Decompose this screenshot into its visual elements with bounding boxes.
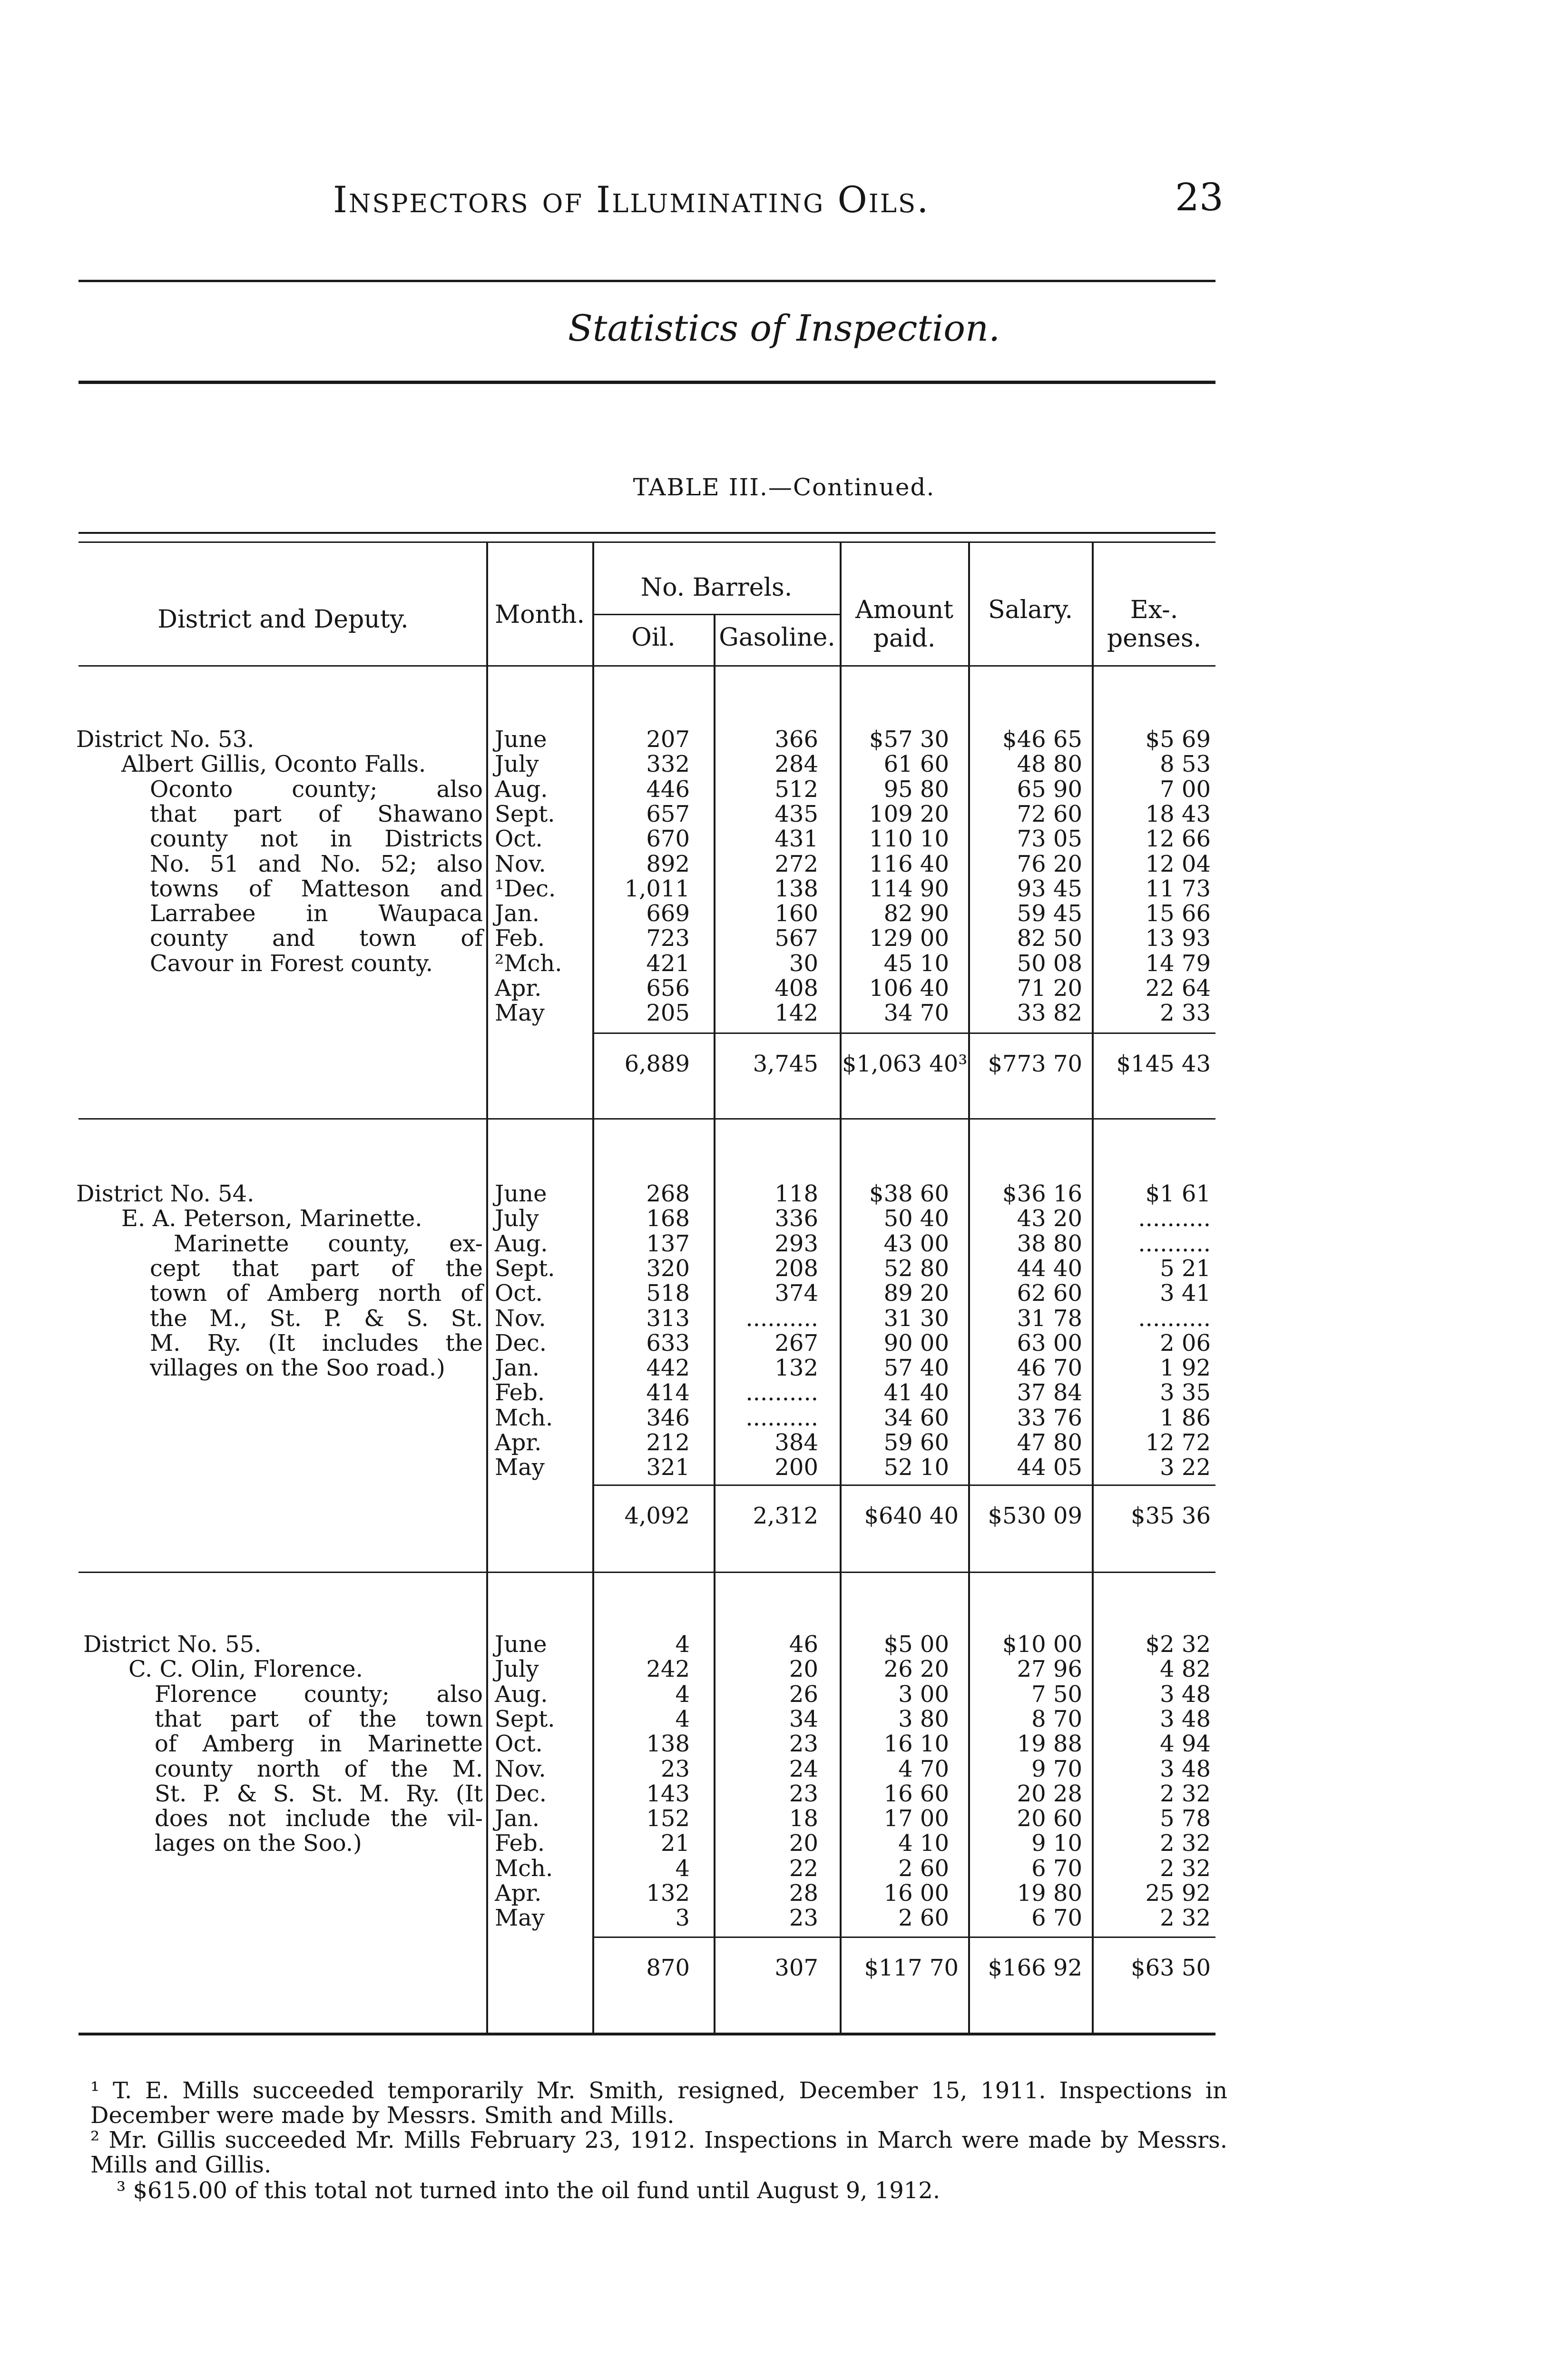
cell-gas: 435 xyxy=(774,800,818,827)
subtitle: Statistics of Inspection. xyxy=(568,307,1000,349)
cell-exp: .......... xyxy=(1138,1305,1211,1332)
cell-gas: 34 xyxy=(789,1705,818,1732)
cell-exp: 8 53 xyxy=(1160,751,1211,778)
cell-salary: 65 90 xyxy=(1017,776,1082,803)
cell-month: Sept. xyxy=(495,800,555,827)
cell-gas: 384 xyxy=(774,1429,818,1456)
cell-month: Feb. xyxy=(495,925,545,952)
cell-gas: 208 xyxy=(774,1255,818,1282)
district-description-line: that part of Shawano xyxy=(150,800,483,827)
cell-amount: 89 20 xyxy=(883,1280,949,1307)
cell-salary: 8 70 xyxy=(1031,1705,1082,1732)
total-oil: 6,889 xyxy=(624,1051,690,1077)
cell-gas: 408 xyxy=(774,975,818,1002)
cell-oil: 669 xyxy=(646,900,690,927)
cell-salary: 72 60 xyxy=(1017,800,1082,827)
cell-oil: 656 xyxy=(646,975,690,1002)
cell-amount: 4 10 xyxy=(898,1830,949,1857)
cell-month: Oct. xyxy=(495,1730,543,1758)
cell-oil: 168 xyxy=(646,1205,690,1232)
district-description-line: does not include the vil- xyxy=(155,1805,483,1832)
cell-oil: 442 xyxy=(646,1355,690,1382)
cell-oil: 346 xyxy=(646,1404,690,1431)
cell-exp: 13 93 xyxy=(1145,925,1211,952)
cell-salary: 47 80 xyxy=(1017,1429,1082,1456)
running-head: Inspectors of Illuminating Oils. xyxy=(333,178,930,221)
cell-salary: 9 70 xyxy=(1031,1755,1082,1782)
cell-salary: 44 05 xyxy=(1017,1454,1082,1481)
cell-exp: 2 32 xyxy=(1160,1830,1211,1857)
header-month: Month. xyxy=(495,600,585,629)
district-description-line: cept that part of the xyxy=(150,1255,483,1282)
cell-month: May xyxy=(495,1000,545,1027)
cell-month: Aug. xyxy=(495,776,548,803)
header-bottom-rule xyxy=(78,665,1215,667)
cell-month: Feb. xyxy=(495,1379,545,1406)
total-exp: $63 50 xyxy=(1131,1955,1211,1981)
total-gas: 2,312 xyxy=(753,1503,818,1529)
district-description-line: Albert Gillis, Oconto Falls. xyxy=(121,751,426,778)
total-salary: $166 92 xyxy=(988,1955,1082,1981)
cell-month: Apr. xyxy=(495,1880,542,1907)
cell-month: June xyxy=(495,726,547,753)
section-separator xyxy=(78,1118,1215,1120)
cell-exp: 5 78 xyxy=(1160,1805,1211,1832)
cell-salary: 73 05 xyxy=(1017,826,1082,853)
cell-exp: 14 79 xyxy=(1145,950,1211,977)
cell-exp: $2 32 xyxy=(1145,1631,1211,1658)
cell-month: Dec. xyxy=(495,1329,547,1357)
cell-amount: 129 00 xyxy=(869,925,949,952)
cell-salary: 46 70 xyxy=(1017,1355,1082,1382)
cell-exp: 12 66 xyxy=(1145,826,1211,853)
totals-rule xyxy=(592,1032,1215,1034)
cell-salary: 82 50 xyxy=(1017,925,1082,952)
cell-gas: 160 xyxy=(774,900,818,927)
cell-month: ²Mch. xyxy=(495,950,562,977)
cell-salary: 19 80 xyxy=(1017,1880,1082,1907)
cell-exp: 3 48 xyxy=(1160,1681,1211,1708)
cell-exp: $5 69 xyxy=(1145,726,1211,753)
cell-gas: 46 xyxy=(789,1631,818,1658)
cell-salary: 31 78 xyxy=(1017,1305,1082,1332)
cell-month: Apr. xyxy=(495,975,542,1002)
cell-salary: 59 45 xyxy=(1017,900,1082,927)
district-description-line: town of Amberg north of xyxy=(150,1280,483,1307)
district-description-line: St. P. & S. St. M. Ry. (It xyxy=(155,1780,483,1807)
cell-amount: $38 60 xyxy=(869,1180,949,1207)
cell-oil: 3 xyxy=(675,1905,690,1932)
total-amount: $117 70 xyxy=(864,1955,959,1981)
cell-exp: 2 32 xyxy=(1160,1905,1211,1932)
cell-gas: 284 xyxy=(774,751,818,778)
cell-exp: 1 92 xyxy=(1160,1355,1211,1382)
cell-salary: $36 16 xyxy=(1002,1180,1082,1207)
cell-month: Oct. xyxy=(495,826,543,853)
col-divider xyxy=(840,542,842,2034)
cell-amount: 61 60 xyxy=(883,751,949,778)
district-description-line: C. C. Olin, Florence. xyxy=(128,1656,363,1683)
cell-oil: 132 xyxy=(646,1880,690,1907)
cell-gas: 118 xyxy=(774,1180,818,1207)
header-expenses: Ex-. penses. xyxy=(1107,596,1202,653)
cell-oil: 446 xyxy=(646,776,690,803)
cell-salary: 93 45 xyxy=(1017,875,1082,902)
cell-oil: 1,011 xyxy=(624,875,690,902)
cell-oil: 205 xyxy=(646,1000,690,1027)
cell-oil: 633 xyxy=(646,1329,690,1357)
cell-amount: 43 00 xyxy=(883,1230,949,1257)
total-gas: 3,745 xyxy=(753,1051,818,1077)
col-divider xyxy=(592,542,594,2034)
district-title: District No. 53. xyxy=(76,726,255,753)
cell-gas: 23 xyxy=(789,1780,818,1807)
cell-exp: 3 48 xyxy=(1160,1755,1211,1782)
cell-exp: 22 64 xyxy=(1145,975,1211,1002)
col-divider xyxy=(1092,542,1094,2034)
cell-oil: 892 xyxy=(646,850,690,877)
total-exp: $145 43 xyxy=(1116,1051,1211,1077)
cell-gas: 293 xyxy=(774,1230,818,1257)
cell-gas: 142 xyxy=(774,1000,818,1027)
cell-salary: 9 10 xyxy=(1031,1830,1082,1857)
cell-amount: 114 90 xyxy=(869,875,949,902)
district-description-line: Cavour in Forest county. xyxy=(150,950,433,977)
cell-amount: 57 40 xyxy=(883,1355,949,1382)
cell-exp: 2 06 xyxy=(1160,1329,1211,1357)
district-description-line: county not in Districts xyxy=(150,826,483,853)
cell-amount: 116 40 xyxy=(869,850,949,877)
cell-month: June xyxy=(495,1180,547,1207)
cell-month: Oct. xyxy=(495,1280,543,1307)
cell-salary: 38 80 xyxy=(1017,1230,1082,1257)
cell-exp: 3 35 xyxy=(1160,1379,1211,1406)
total-oil: 4,092 xyxy=(624,1503,690,1529)
section-separator xyxy=(78,1572,1215,1573)
total-salary: $530 09 xyxy=(988,1503,1082,1529)
cell-amount: 59 60 xyxy=(883,1429,949,1456)
cell-salary: 33 82 xyxy=(1017,1000,1082,1027)
cell-month: June xyxy=(495,1631,547,1658)
cell-oil: 242 xyxy=(646,1656,690,1683)
district-description-line: Marinette county, ex- xyxy=(174,1230,483,1257)
cell-month: Sept. xyxy=(495,1255,555,1282)
header-district: District and Deputy. xyxy=(157,605,409,634)
cell-gas: 512 xyxy=(774,776,818,803)
cell-amount: 45 10 xyxy=(883,950,949,977)
cell-oil: 670 xyxy=(646,826,690,853)
total-gas: 307 xyxy=(774,1955,818,1981)
district-description-line: of Amberg in Marinette xyxy=(155,1730,483,1758)
district-description-line: that part of the town xyxy=(155,1705,483,1732)
table-top-rule-2 xyxy=(78,541,1215,543)
cell-gas: 272 xyxy=(774,850,818,877)
cell-exp: .......... xyxy=(1138,1230,1211,1257)
cell-oil: 207 xyxy=(646,726,690,753)
subtitle-rule xyxy=(78,381,1215,384)
header-barrels: No. Barrels. xyxy=(640,573,793,602)
cell-month: Jan. xyxy=(495,1805,540,1832)
cell-amount: 16 60 xyxy=(883,1780,949,1807)
top-rule xyxy=(78,280,1215,282)
cell-month: Nov. xyxy=(495,850,546,877)
district-description-line: county and town of xyxy=(150,925,483,952)
cell-month: Sept. xyxy=(495,1705,555,1732)
cell-gas: 20 xyxy=(789,1830,818,1857)
cell-gas: 30 xyxy=(789,950,818,977)
cell-gas: 18 xyxy=(789,1805,818,1832)
total-amount: $640 40 xyxy=(864,1503,959,1529)
cell-oil: 4 xyxy=(675,1681,690,1708)
cell-amount: 95 80 xyxy=(883,776,949,803)
cell-month: July xyxy=(495,751,539,778)
cell-exp: 1 86 xyxy=(1160,1404,1211,1431)
cell-gas: 366 xyxy=(774,726,818,753)
cell-amount: 82 90 xyxy=(883,900,949,927)
district-description-line: towns of Matteson and xyxy=(150,875,483,902)
cell-salary: 33 76 xyxy=(1017,1404,1082,1431)
cell-amount: 2 60 xyxy=(898,1905,949,1932)
district-description-line: Oconto county; also xyxy=(150,776,483,803)
header-salary: Salary. xyxy=(988,596,1073,624)
cell-month: Aug. xyxy=(495,1230,548,1257)
cell-amount: 109 20 xyxy=(869,800,949,827)
cell-gas: 23 xyxy=(789,1730,818,1758)
cell-salary: 71 20 xyxy=(1017,975,1082,1002)
district-title: District No. 55. xyxy=(83,1631,262,1658)
cell-salary: $10 00 xyxy=(1002,1631,1082,1658)
cell-gas: 28 xyxy=(789,1880,818,1907)
cell-month: May xyxy=(495,1905,545,1932)
cell-salary: 48 80 xyxy=(1017,751,1082,778)
cell-amount: 106 40 xyxy=(869,975,949,1002)
cell-oil: 4 xyxy=(675,1705,690,1732)
district-description-line: M. Ry. (It includes the xyxy=(150,1329,483,1357)
page-number: 23 xyxy=(1175,175,1224,219)
district-description-line: county north of the M. xyxy=(155,1755,483,1782)
cell-month: Apr. xyxy=(495,1429,542,1456)
cell-gas: 374 xyxy=(774,1280,818,1307)
district-description-line: Larrabee in Waupaca xyxy=(150,900,483,927)
cell-amount: $5 00 xyxy=(883,1631,949,1658)
header-gasoline: Gasoline. xyxy=(719,623,835,652)
cell-salary: 6 70 xyxy=(1031,1905,1082,1932)
cell-exp: 18 43 xyxy=(1145,800,1211,827)
cell-oil: 723 xyxy=(646,925,690,952)
total-exp: $35 36 xyxy=(1131,1503,1211,1529)
cell-amount: 16 10 xyxy=(883,1730,949,1758)
cell-amount: 16 00 xyxy=(883,1880,949,1907)
cell-month: Dec. xyxy=(495,1780,547,1807)
cell-gas: 431 xyxy=(774,826,818,853)
cell-month: Feb. xyxy=(495,1830,545,1857)
cell-exp: 4 82 xyxy=(1160,1656,1211,1683)
district-description-line: villages on the Soo road.) xyxy=(150,1355,445,1382)
cell-month: Mch. xyxy=(495,1855,553,1882)
cell-amount: 52 10 xyxy=(883,1454,949,1481)
cell-amount: 3 00 xyxy=(898,1681,949,1708)
cell-amount: 34 70 xyxy=(883,1000,949,1027)
cell-oil: 138 xyxy=(646,1730,690,1758)
table-bottom-rule xyxy=(78,2033,1215,2035)
cell-month: July xyxy=(495,1656,539,1683)
cell-gas: 22 xyxy=(789,1855,818,1882)
cell-exp: 12 04 xyxy=(1145,850,1211,877)
cell-gas: 23 xyxy=(789,1905,818,1932)
cell-salary: 6 70 xyxy=(1031,1855,1082,1882)
cell-month: Nov. xyxy=(495,1755,546,1782)
col-divider xyxy=(968,542,970,2034)
cell-salary: 27 96 xyxy=(1017,1656,1082,1683)
cell-oil: 4 xyxy=(675,1855,690,1882)
cell-month: July xyxy=(495,1205,539,1232)
cell-gas: 24 xyxy=(789,1755,818,1782)
cell-salary: $46 65 xyxy=(1002,726,1082,753)
cell-gas: 132 xyxy=(774,1355,818,1382)
cell-oil: 152 xyxy=(646,1805,690,1832)
district-description-line: the M., St. P. & S. St. xyxy=(150,1305,483,1332)
cell-amount: 52 80 xyxy=(883,1255,949,1282)
total-oil: 870 xyxy=(646,1955,690,1981)
cell-oil: 421 xyxy=(646,950,690,977)
cell-amount: 17 00 xyxy=(883,1805,949,1832)
cell-gas: 200 xyxy=(774,1454,818,1481)
cell-exp: 3 48 xyxy=(1160,1705,1211,1732)
cell-salary: 44 40 xyxy=(1017,1255,1082,1282)
cell-oil: 21 xyxy=(660,1830,690,1857)
cell-exp: 3 41 xyxy=(1160,1280,1211,1307)
cell-amount: 50 40 xyxy=(883,1205,949,1232)
cell-gas: 336 xyxy=(774,1205,818,1232)
cell-salary: 43 20 xyxy=(1017,1205,1082,1232)
district-description-line: Florence county; also xyxy=(155,1681,483,1708)
cell-salary: 37 84 xyxy=(1017,1379,1082,1406)
cell-salary: 7 50 xyxy=(1031,1681,1082,1708)
cell-gas: 138 xyxy=(774,875,818,902)
cell-exp: .......... xyxy=(1138,1205,1211,1232)
cell-month: Jan. xyxy=(495,900,540,927)
cell-gas: 26 xyxy=(789,1681,818,1708)
cell-salary: 62 60 xyxy=(1017,1280,1082,1307)
cell-gas: .......... xyxy=(745,1404,818,1431)
cell-amount: 26 20 xyxy=(883,1656,949,1683)
barrels-rule xyxy=(592,614,840,615)
cell-oil: 518 xyxy=(646,1280,690,1307)
cell-salary: 20 28 xyxy=(1017,1780,1082,1807)
header-oil: Oil. xyxy=(631,623,676,652)
cell-exp: 15 66 xyxy=(1145,900,1211,927)
cell-exp: $1 61 xyxy=(1145,1180,1211,1207)
cell-salary: 63 00 xyxy=(1017,1329,1082,1357)
cell-month: ¹Dec. xyxy=(495,875,556,902)
cell-month: Mch. xyxy=(495,1404,553,1431)
totals-rule xyxy=(592,1937,1215,1938)
cell-exp: 25 92 xyxy=(1145,1880,1211,1907)
cell-amount: 90 00 xyxy=(883,1329,949,1357)
cell-oil: 320 xyxy=(646,1255,690,1282)
cell-amount: 41 40 xyxy=(883,1379,949,1406)
footnote-1: ¹ T. E. Mills succeeded temporarily Mr. Smith, resigned, December 15, 1911. Inspections in December were made by Messrs. Smith and Mills. xyxy=(90,2077,1227,2129)
cell-exp: 4 94 xyxy=(1160,1730,1211,1758)
table-caption: TABLE III.—Continued. xyxy=(633,473,935,501)
cell-gas: .......... xyxy=(745,1305,818,1332)
cell-amount: 2 60 xyxy=(898,1855,949,1882)
cell-gas: 567 xyxy=(774,925,818,952)
cell-salary: 76 20 xyxy=(1017,850,1082,877)
col-divider xyxy=(714,615,715,2034)
total-salary: $773 70 xyxy=(988,1051,1082,1077)
cell-amount: 34 60 xyxy=(883,1404,949,1431)
cell-salary: 19 88 xyxy=(1017,1730,1082,1758)
district-description-line: E. A. Peterson, Marinette. xyxy=(121,1205,422,1232)
table-top-rule xyxy=(78,532,1215,534)
cell-oil: 313 xyxy=(646,1305,690,1332)
cell-exp: 5 21 xyxy=(1160,1255,1211,1282)
cell-gas: 20 xyxy=(789,1656,818,1683)
cell-month: May xyxy=(495,1454,545,1481)
cell-oil: 137 xyxy=(646,1230,690,1257)
cell-oil: 657 xyxy=(646,800,690,827)
cell-oil: 332 xyxy=(646,751,690,778)
cell-amount: 3 80 xyxy=(898,1705,949,1732)
cell-exp: 3 22 xyxy=(1160,1454,1211,1481)
col-divider xyxy=(486,542,488,2034)
cell-oil: 414 xyxy=(646,1379,690,1406)
cell-gas: .......... xyxy=(745,1379,818,1406)
cell-month: Jan. xyxy=(495,1355,540,1382)
district-title: District No. 54. xyxy=(76,1180,255,1207)
cell-exp: 7 00 xyxy=(1160,776,1211,803)
cell-exp: 2 32 xyxy=(1160,1780,1211,1807)
totals-rule xyxy=(592,1484,1215,1486)
cell-exp: 2 33 xyxy=(1160,1000,1211,1027)
cell-oil: 23 xyxy=(660,1755,690,1782)
cell-salary: 50 08 xyxy=(1017,950,1082,977)
cell-exp: 12 72 xyxy=(1145,1429,1211,1456)
district-description-line: lages on the Soo.) xyxy=(155,1830,362,1857)
header-amount: Amount paid. xyxy=(855,596,954,653)
cell-oil: 212 xyxy=(646,1429,690,1456)
cell-month: Nov. xyxy=(495,1305,546,1332)
total-amount: $1,063 40³ xyxy=(842,1051,968,1077)
cell-exp: 2 32 xyxy=(1160,1855,1211,1882)
district-description-line: No. 51 and No. 52; also xyxy=(150,850,483,877)
cell-exp: 11 73 xyxy=(1145,875,1211,902)
cell-oil: 4 xyxy=(675,1631,690,1658)
cell-month: Aug. xyxy=(495,1681,548,1708)
cell-amount: $57 30 xyxy=(869,726,949,753)
footnote-3: ³ $615.00 of this total not turned into the oil fund until August 9, 1912. xyxy=(117,2177,941,2204)
cell-gas: 267 xyxy=(774,1329,818,1357)
cell-amount: 31 30 xyxy=(883,1305,949,1332)
cell-oil: 268 xyxy=(646,1180,690,1207)
cell-oil: 143 xyxy=(646,1780,690,1807)
footnote-2: ² Mr. Gillis succeeded Mr. Mills February 23, 1912. Inspections in March were made by Messrs. Mills and Gillis. xyxy=(90,2127,1227,2178)
cell-oil: 321 xyxy=(646,1454,690,1481)
cell-amount: 4 70 xyxy=(898,1755,949,1782)
cell-amount: 110 10 xyxy=(869,826,949,853)
cell-salary: 20 60 xyxy=(1017,1805,1082,1832)
